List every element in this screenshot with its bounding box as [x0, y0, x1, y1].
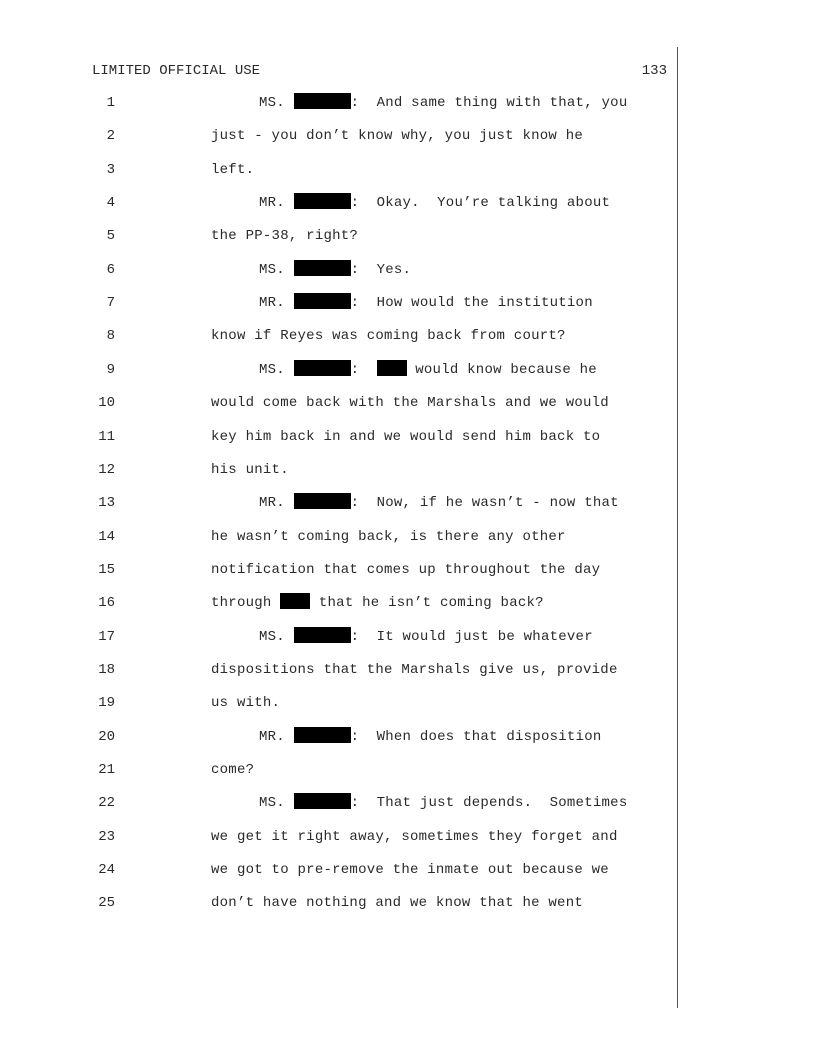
- transcript-line: [0, 858, 816, 882]
- transcript-line: [0, 525, 816, 549]
- line-number: 17: [98, 628, 115, 645]
- line-text: don’t have nothing and we know that he went: [211, 895, 584, 912]
- transcript-line: [0, 158, 816, 182]
- transcript-line: [0, 224, 816, 248]
- classification-header: LIMITED OFFICIAL USE: [92, 63, 261, 79]
- redacted-name: [294, 793, 351, 809]
- line-text: his unit.: [211, 461, 289, 478]
- line-number: 4: [106, 195, 115, 212]
- line-number: 7: [106, 295, 115, 312]
- line-number: 2: [106, 128, 115, 145]
- redaction-block: [377, 360, 407, 376]
- line-number: 6: [106, 261, 115, 278]
- line-text: left.: [211, 161, 255, 178]
- transcript-line: [0, 891, 816, 915]
- line-number: 10: [98, 395, 115, 412]
- redacted-name: [294, 293, 351, 309]
- line-text: notification that comes up throughout the day: [211, 561, 601, 578]
- speaker-line: MR. : When does that disposition: [259, 728, 602, 745]
- line-number: 13: [98, 495, 115, 512]
- line-number: 15: [98, 561, 115, 578]
- transcript-line: [0, 591, 816, 615]
- line-text: know if Reyes was coming back from court?: [211, 328, 566, 345]
- transcript-line: [0, 725, 816, 749]
- line-number: 14: [98, 528, 115, 545]
- speaker-title: MS.: [259, 361, 285, 378]
- line-number: 18: [98, 661, 115, 678]
- redacted-name: [294, 627, 351, 643]
- transcript-line: [0, 558, 816, 582]
- line-text: we get it right away, sometimes they forget and: [211, 828, 618, 845]
- transcript-line: [0, 324, 816, 348]
- line-text: through that he isn’t coming back?: [211, 595, 544, 612]
- speaker-title: MR.: [259, 295, 285, 312]
- redacted-name: [294, 493, 351, 509]
- line-number: 21: [98, 762, 115, 778]
- line-text: just - you don’t know why, you just know he: [211, 128, 584, 145]
- transcript-line: [0, 91, 816, 115]
- line-number: 24: [98, 862, 115, 879]
- speaker-title: MS.: [259, 628, 285, 645]
- transcript-line: [0, 625, 816, 649]
- speaker-title: MR.: [259, 495, 285, 512]
- line-number: 3: [106, 161, 115, 178]
- transcript-line: [0, 491, 816, 515]
- line-text: he wasn’t coming back, is there any other: [211, 528, 566, 545]
- speaker-line: MS. : It would just be whatever: [259, 628, 593, 645]
- speaker-line: MR. : Now, if he wasn’t - now that: [259, 495, 619, 512]
- transcript-line: [0, 658, 816, 682]
- transcript-line: [0, 758, 816, 782]
- line-text: dispositions that the Marshals give us, provide: [211, 661, 618, 678]
- transcript-line: [0, 291, 816, 315]
- line-text: key him back in and we would send him back to: [211, 428, 601, 445]
- speaker-title: MS.: [259, 795, 285, 812]
- transcript-line: [0, 358, 816, 382]
- transcript-line: [0, 258, 816, 282]
- line-number: 12: [98, 461, 115, 478]
- line-number: 16: [98, 595, 115, 612]
- transcript-line: [0, 191, 816, 215]
- line-number: 22: [98, 795, 115, 812]
- line-number: 8: [106, 328, 115, 345]
- line-text: the PP-38, right?: [211, 228, 359, 245]
- transcript-line: [0, 124, 816, 148]
- transcript-line: [0, 825, 816, 849]
- page-number: 133: [641, 63, 667, 79]
- line-text: come?: [211, 762, 255, 778]
- speaker-title: MR.: [259, 728, 285, 745]
- transcript-line: [0, 791, 816, 815]
- line-number: 23: [98, 828, 115, 845]
- speaker-line: MS. : And same thing with that, you: [259, 95, 628, 111]
- line-number: 9: [106, 361, 115, 378]
- transcript-line: [0, 391, 816, 415]
- line-number: 5: [106, 228, 115, 245]
- line-number: 25: [98, 895, 115, 912]
- speaker-title: MS.: [259, 261, 285, 278]
- speaker-line: MS. : That just depends. Sometimes: [259, 795, 628, 812]
- line-number: 20: [98, 728, 115, 745]
- line-number: 11: [98, 428, 115, 445]
- speaker-line: MS. : would know because he: [259, 361, 597, 378]
- transcript-line: [0, 691, 816, 715]
- line-number: 1: [106, 95, 115, 111]
- redacted-name: [294, 727, 351, 743]
- line-text: us with.: [211, 695, 281, 712]
- speaker-title: MS.: [259, 95, 285, 111]
- speaker-line: MR. : How would the institution: [259, 295, 593, 312]
- redacted-name: [294, 360, 351, 376]
- line-number: 19: [98, 695, 115, 712]
- line-text: we got to pre-remove the inmate out because we: [211, 862, 609, 879]
- line-text: would come back with the Marshals and we would: [211, 395, 609, 412]
- speaker-line: MS. : Yes.: [259, 261, 412, 278]
- redacted-name: [294, 193, 351, 209]
- transcript-line: [0, 425, 816, 449]
- redacted-name: [294, 93, 351, 109]
- redacted-name: [294, 260, 351, 276]
- speaker-title: MR.: [259, 195, 285, 212]
- transcript-line: [0, 458, 816, 482]
- redaction-block: [280, 593, 310, 609]
- speaker-line: MR. : Okay. You’re talking about: [259, 195, 611, 212]
